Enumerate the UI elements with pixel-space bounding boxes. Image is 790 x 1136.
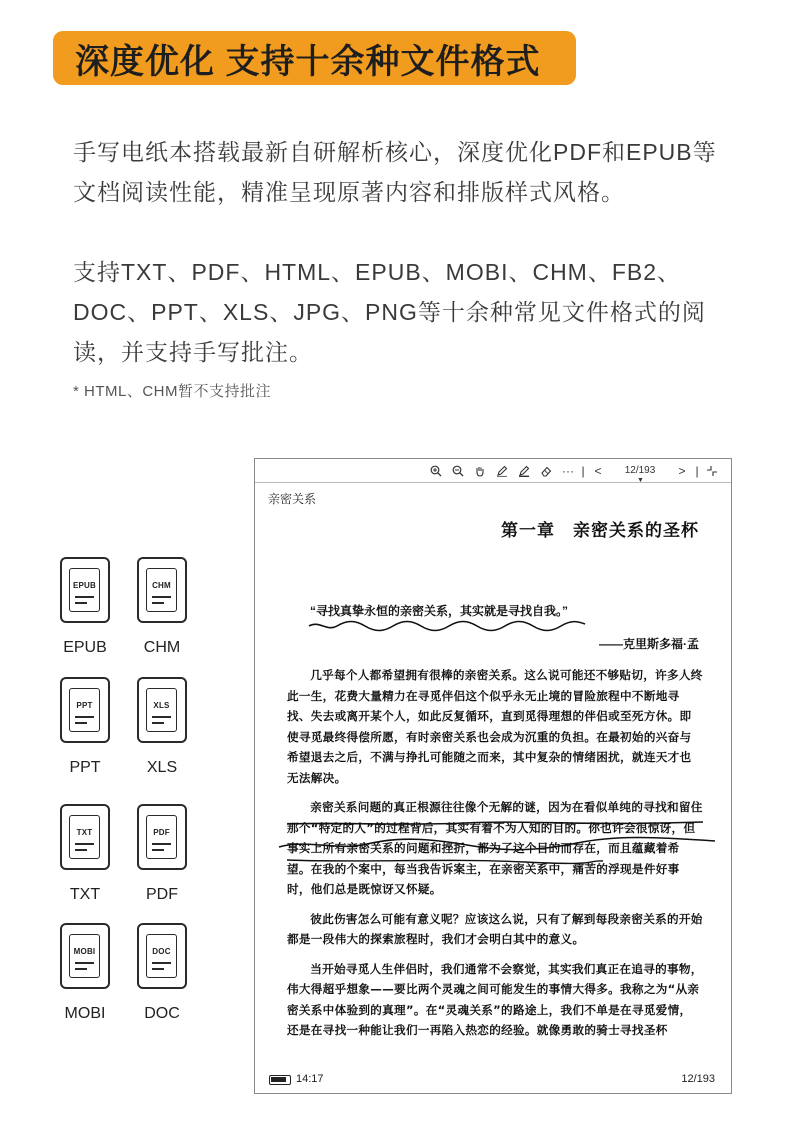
- paragraph: 几乎每个人都希望拥有很棒的亲密关系。这么说可能还不够贴切，许多人终此一生，花费大量精力在寻觅伴侣这个似乎永无止境的冒险旅程中不断地寻找、失去或离开某个人，如此反复循环，直到觅得理想的伴侣或至死方休。即使寻觅最终得偿所愿，有时亲密关系也会成为沉重的负担。在最初始的兴奋与希望退去之后，不满与挣扎可能随之而来，其中复杂的情绪困扰，就连天才也无法解决。: [287, 668, 703, 785]
- zoom-in-icon[interactable]: [425, 461, 447, 481]
- collapse-icon[interactable]: [701, 461, 723, 481]
- headline-banner: [53, 31, 576, 85]
- format-label: PPT: [69, 759, 101, 776]
- battery-icon: [269, 1075, 291, 1085]
- format-label: EPUB: [63, 639, 107, 656]
- paragraph: 彼此伤害怎么可能有意义呢？应该这么说，只有了解到每段亲密关系的开始都是一段伟大的探索旅程时，我们才会明白其中的意义。: [287, 911, 703, 946]
- txt-file-icon: TXT: [60, 804, 110, 870]
- pen-icon[interactable]: [491, 461, 513, 481]
- headline-title: 深度优化 支持十余种文件格式: [75, 42, 541, 81]
- handwritten-wavy-underline: [307, 619, 587, 633]
- format-doc: [127, 923, 197, 1023]
- annotation-note: * HTML、CHM暂不支持批注: [73, 383, 271, 400]
- chapter-title: 亲密关系的圣杯: [573, 521, 699, 541]
- format-label: PDF: [146, 886, 178, 903]
- next-page-button[interactable]: >: [678, 463, 686, 478]
- chapter-heading: [501, 516, 699, 541]
- toolbar-divider: |: [695, 463, 699, 478]
- format-xls: [127, 677, 197, 777]
- epigraph-quote: “寻找真挚永恒的亲密关系，其实就是寻找自我。”: [310, 604, 569, 618]
- dropdown-triangle-icon: ▼: [637, 477, 644, 484]
- format-label: DOC: [144, 1005, 180, 1022]
- handwritten-underline-1: [285, 820, 705, 828]
- epigraph-author: ——克里斯多福·孟: [599, 637, 699, 651]
- paragraph: 当开始寻觅人生伴侣时，我们通常不会察觉，其实我们真正在追寻的事物，伟大得超乎想象——要比两个灵魂之间可能发生的事情大得多。我称之为“从亲密关系中体验到的真理”。在“灵魂关系”的路途上，我们不单是在寻觅爱情，还是在寻找一种能让我们一再陷入热恋的经验。就像勇敢的骑士寻找圣杯: [287, 961, 703, 1037]
- intro-paragraph-1: 手写电纸本搭载最新自研解析核心，深度优化PDF和EPUB等文档阅读性能，精准呈现原著内容和排版样式风格。: [73, 139, 717, 205]
- chm-file-icon: CHM: [137, 557, 187, 623]
- format-pdf: [127, 804, 197, 904]
- paragraph: 亲密关系问题的真正根源往往像个无解的谜，因为在看似单纯的寻找和留住那个“特定的人”的过程背后，其实有着不为人知的目的。你也许会很惊讶，但事实上所有亲密关系的问题和挫折，都为了这个目的而存在，而且蕴藏着希望。在我的个案中，每当我告诉案主，在亲密关系中，痛苦的浮现是件好事时，他们总是既惊讶又怀疑。: [287, 800, 703, 896]
- handwritten-underline-3: [285, 857, 605, 865]
- epub-file-icon: EPUB: [60, 557, 110, 623]
- handwritten-wavy-underline-2: [277, 835, 717, 853]
- status-bar: [269, 1073, 715, 1087]
- format-label: CHM: [143, 639, 181, 656]
- format-label: XLS: [146, 759, 178, 776]
- highlighter-icon[interactable]: [513, 461, 535, 481]
- format-label: TXT: [69, 886, 101, 903]
- mobi-file-icon: MOBI: [60, 923, 110, 989]
- chapter-number: 第一章: [501, 521, 555, 541]
- page-number: 12/193: [681, 1073, 715, 1085]
- pdf-file-icon: PDF: [137, 804, 187, 870]
- zoom-out-icon[interactable]: [447, 461, 469, 481]
- ppt-file-icon: PPT: [60, 677, 110, 743]
- toolbar-divider: |: [581, 463, 585, 478]
- doc-file-icon: DOC: [137, 923, 187, 989]
- page-indicator[interactable]: [609, 465, 671, 484]
- format-ppt: [50, 677, 120, 777]
- format-label: MOBI: [64, 1005, 106, 1022]
- format-mobi: [50, 923, 120, 1023]
- format-chm: [127, 557, 197, 657]
- reader-screen: [254, 458, 732, 1094]
- book-title: 亲密关系: [268, 492, 317, 506]
- reader-toolbar: [255, 459, 731, 483]
- clock-time: 14:17: [296, 1073, 324, 1085]
- eraser-icon[interactable]: [535, 461, 557, 481]
- page-indicator-text: 12/193: [624, 465, 656, 476]
- intro-paragraph-2: 支持TXT、PDF、HTML、EPUB、MOBI、CHM、FB2、DOC、PPT、XLS、JPG、PNG等十余种常见文件格式的阅读，并支持手写批注。: [73, 259, 706, 365]
- hand-pan-icon[interactable]: [469, 461, 491, 481]
- xls-file-icon: XLS: [137, 677, 187, 743]
- format-epub: [50, 557, 120, 657]
- format-txt: [50, 804, 120, 904]
- prev-page-button[interactable]: <: [594, 463, 602, 478]
- more-options-icon[interactable]: ···: [562, 463, 574, 478]
